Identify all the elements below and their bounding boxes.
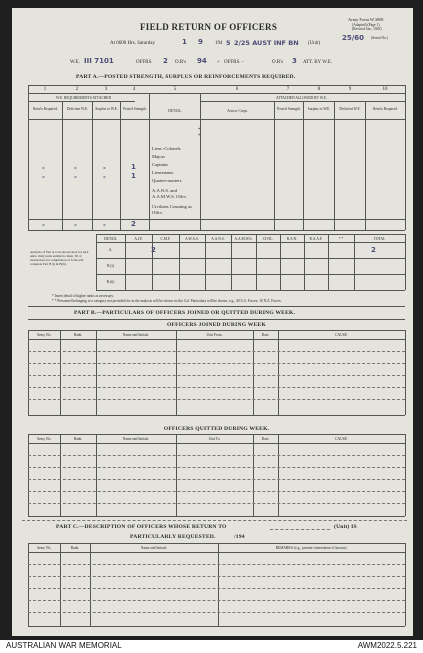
col-number: 3 [104, 87, 108, 92]
joined-head-top [28, 330, 405, 331]
footnote-2: * * Personnel belonging to a category not provided for in the analysis will be shown in this Col. Particulars will be shown, e.g., 30 U.S. Forces; 10 N.Z. Forces. [52, 299, 282, 303]
analysis-row-label: A. [108, 248, 113, 252]
joined-head: Army No. [36, 333, 52, 337]
col-number: 2 [75, 87, 79, 92]
joined-row-rule [28, 363, 405, 364]
joined-col-line [253, 330, 254, 415]
joined-head: Name and Initials. [122, 333, 150, 337]
col-line [149, 93, 150, 230]
analysis-head: R.A.A.F. [309, 237, 323, 241]
analysis-col-line [256, 234, 257, 290]
ors-value: 94 [197, 57, 207, 65]
analysis-col-line [125, 234, 126, 290]
col-number: 6 [235, 87, 239, 92]
rank-label: Captains [152, 162, 169, 167]
analysis-head: CIVIL. [262, 237, 274, 241]
part-c-title-b: (Unit) IS [334, 524, 357, 530]
hand-entry: 1 [131, 163, 136, 171]
analysis-col-line [405, 234, 406, 290]
total-entry: - [103, 221, 106, 229]
col-number: 9 [348, 87, 352, 92]
part-c-blank [270, 529, 330, 530]
part-c-col-line [90, 543, 91, 626]
joined-head: Unit From. [206, 333, 223, 337]
part-c-head: Rank. [70, 546, 80, 550]
analysis-head-rule [96, 242, 405, 243]
rank-label: Lieutenants [152, 170, 174, 175]
asterisk-mark: * [198, 134, 201, 139]
part-c-row-rule [28, 588, 405, 589]
part-c-row-rule [28, 576, 405, 577]
quitted-head: Date. [261, 437, 270, 441]
we-label: W.E. [70, 60, 80, 65]
we-group-label: W.E. REQUIREMENTS ATTACHED [56, 96, 112, 100]
part-c-head: REMARKS (e.g., present whereabouts if known). [275, 546, 348, 550]
col-head: Posted Strength. [277, 107, 301, 111]
col-head: Deficient W.E. [339, 107, 361, 111]
we-group-rule [28, 101, 135, 102]
rank-label: Lieut.-Colonels [152, 146, 181, 151]
analysis-col-line [328, 234, 329, 290]
part-c-separator [22, 520, 407, 521]
quitted-head: Rank. [73, 437, 83, 441]
part-c-head-bottom [28, 552, 405, 553]
part-c-title-a: PART C.—DESCRIPTION OF OFFICERS WHOSE RETURN TO [56, 524, 227, 530]
col-head: Arm or Corps. [227, 109, 248, 113]
at-text: At 0600 Hrs. Saturday [110, 41, 155, 46]
joined-head-bottom [28, 339, 405, 340]
joined-bottom [28, 415, 405, 416]
part-a-top-rule [28, 85, 405, 86]
quitted-head: Name and Initials. [122, 437, 150, 441]
col-head: Surplus to W.E. [307, 107, 331, 111]
col-head: Rein'ts Required. [373, 107, 398, 111]
col-number: 5 [173, 87, 177, 92]
joined-col-line [28, 330, 29, 415]
analysis-top-rule [96, 234, 405, 235]
date-month: 9 [198, 38, 203, 46]
col-head: DETAIL. [168, 109, 182, 113]
quitted-head-top [28, 434, 405, 435]
form-revised: (Revised Jan., 1943) [352, 27, 382, 31]
analysis-col-line [205, 234, 206, 290]
col-head: Rein'ts Required. [33, 107, 58, 111]
col-head: Posted Strength. [123, 107, 147, 111]
analysis-head: * * [338, 237, 344, 241]
footer-credit: AUSTRALIAN WAR MEMORIAL [6, 641, 122, 650]
quitted-head: Army No. [36, 437, 52, 441]
analysis-note: Analysis of Part A to be shown here for ALL units. Only units entitled to Rein. 30 of instructions for compilation of form will complete Part B (i) & B(ii). [30, 250, 89, 266]
hand-entry: - [103, 164, 106, 172]
joined-col-line [405, 330, 406, 415]
att-label: ATT. BY W.E. [303, 60, 333, 65]
part-c-title-c: PARTICULARLY REQUESTED. [130, 534, 216, 540]
form-paper [12, 8, 413, 636]
unit-handwritten: 2/25 AUST INF BN [234, 39, 299, 47]
part-b-rule [28, 319, 405, 320]
analysis-head: A.I.F. [134, 237, 143, 241]
analysis-head: A.W.A.S. [185, 237, 199, 241]
joined-head: CAUSE. [335, 333, 348, 337]
hand-entry: - [74, 173, 77, 181]
unit-label: (Unit) [308, 41, 321, 46]
quitted-row-rule [28, 467, 405, 468]
col-line [365, 101, 366, 230]
we-value: III 7101 [84, 57, 114, 65]
ors2-value: 3 [292, 57, 297, 65]
joined-row-rule [28, 375, 405, 376]
col-number: 1 [43, 87, 47, 92]
analysis-head: TOTAL [373, 237, 386, 241]
total-entry: 2 [131, 220, 136, 228]
analysis-bottom-rule [96, 290, 405, 291]
part-c-bottom [28, 626, 405, 627]
hand-entry: - [103, 173, 106, 181]
col-number: 8 [317, 87, 321, 92]
analysis-head: A.A.N.S. [211, 237, 225, 241]
joined-row-rule [28, 351, 405, 352]
col-head-rule [28, 119, 405, 120]
col-number: 4 [132, 87, 136, 92]
analysis-row-rule [96, 258, 405, 259]
part-a-colnum-rule [28, 93, 405, 94]
joined-title: OFFICERS JOINED DURING WEEK [166, 322, 266, 328]
col-line [92, 101, 93, 230]
quitted-bottom [28, 516, 405, 517]
col-head: Surplus to W.E. [95, 107, 118, 111]
analysis-total-value: 2 [371, 246, 376, 254]
rank-label: A.A.N.S. and A.A.M.W.S. Offrs. [152, 188, 187, 199]
col-line [120, 101, 121, 230]
offrs2-label: OFFRS. - [224, 60, 244, 65]
part-b-title: PART B.—PARTICULARS OF OFFICERS JOINED OR QUITTED DURING WEEK. [74, 310, 296, 316]
col-line [303, 101, 304, 230]
hand-entry: - [42, 164, 45, 172]
quitted-row-rule [28, 455, 405, 456]
hand-entry: 1 [131, 172, 136, 180]
part-c-row-rule [28, 612, 405, 613]
rank-label: Civilians Counting as Offrs. [152, 204, 192, 215]
analysis-row-rule [96, 274, 405, 275]
total-top-rule [28, 219, 405, 220]
footnote-1: * Insert detail of higher ranks as necessary. [52, 294, 114, 298]
part-c-title-d: /194 [234, 534, 245, 540]
col-line [274, 101, 275, 230]
part-c-head-top [28, 543, 405, 544]
part-c-row-rule [28, 564, 405, 565]
year-suffix: 5 [226, 39, 231, 47]
hand-entry: - [42, 173, 45, 181]
asterisk-mark: * [198, 128, 201, 133]
year-prefix: 194 [215, 41, 223, 46]
total-bottom-rule [28, 230, 405, 231]
part-c-head: Name and Initials. [140, 546, 168, 550]
quitted-row-rule [28, 479, 405, 480]
analysis-row-label: B.(i) [107, 264, 114, 268]
hand-entry: - [74, 164, 77, 172]
quitted-title: OFFICERS QUITTED DURING WEEK. [163, 426, 270, 432]
col-line [405, 85, 406, 230]
part-a-end-rule [28, 306, 405, 307]
plus-sign: + [217, 60, 220, 65]
rank-label: Majors [152, 154, 166, 159]
quitted-col-line [405, 434, 406, 516]
analysis-head: C.M.F. [160, 237, 171, 241]
analysis-col-line [152, 234, 153, 290]
total-entry: - [74, 221, 77, 229]
col-line [334, 101, 335, 230]
joined-col-line [176, 330, 177, 415]
analysis-aif-value: 2 [151, 246, 156, 254]
quitted-head-bottom [28, 443, 405, 444]
analysis-col-line [231, 234, 232, 290]
analysis-head: DETAIL [104, 237, 117, 241]
part-c-col-line [60, 543, 61, 626]
offrs-value: 2 [163, 57, 168, 65]
joined-head: Rank. [73, 333, 83, 337]
quitted-row-rule [28, 503, 405, 504]
col-line [200, 93, 201, 230]
offrs-label: OFFRS. [136, 60, 153, 65]
part-c-row-rule [28, 600, 405, 601]
joined-col-line [96, 330, 97, 415]
quitted-head: CAUSE. [335, 437, 348, 441]
total-entry: - [42, 221, 45, 229]
joined-head: Date. [261, 333, 270, 337]
analysis-row-label: B.(ii) [106, 280, 115, 284]
date-day: 1 [182, 38, 187, 46]
col-head: Deficient W.E. [66, 107, 89, 111]
form-number: Army Form W.3008 [348, 17, 384, 22]
serial-label: (Serial No.) [371, 36, 388, 40]
rank-label: Quarter-masters [152, 178, 182, 183]
part-c-col-line [28, 543, 29, 626]
analysis-col-line [179, 234, 180, 290]
joined-row-rule [28, 387, 405, 388]
quitted-row-rule [28, 491, 405, 492]
analysis-col-line [304, 234, 305, 290]
archive-footer [0, 640, 423, 653]
part-c-head: Army No. [36, 546, 52, 550]
footer-catalogue-id: AWM2022.5.221 [357, 641, 417, 650]
part-c-col-line [218, 543, 219, 626]
col-line [62, 101, 63, 230]
joined-row-rule [28, 399, 405, 400]
ors-label: O.R's [175, 60, 187, 65]
analysis-head: R.A.N. [286, 237, 298, 241]
joined-col-line [278, 330, 279, 415]
part-a-title: PART A.—POSTED STRENGTH, SURPLUS OR REINFORCEMENTS REQUIRED. [76, 74, 296, 80]
form-adapted: (Adapted) (Page 1) [352, 23, 380, 27]
part-c-col-line [405, 543, 406, 626]
quitted-head: Unit To. [208, 437, 221, 441]
analysis-col-line [354, 234, 355, 290]
col-number: 7 [286, 87, 290, 92]
ors2-label: O.R's [272, 60, 284, 65]
col-number: 10 [382, 87, 388, 92]
serial-value: 25/60 [342, 34, 365, 42]
joined-col-line [60, 330, 61, 415]
analysis-head: A.A.M.W.S. [234, 237, 253, 241]
attached-group-label: ATTACHED ALLOWED BY W.E. [276, 96, 327, 100]
form-title: FIELD RETURN OF OFFICERS [140, 22, 278, 32]
analysis-col-line [280, 234, 281, 290]
